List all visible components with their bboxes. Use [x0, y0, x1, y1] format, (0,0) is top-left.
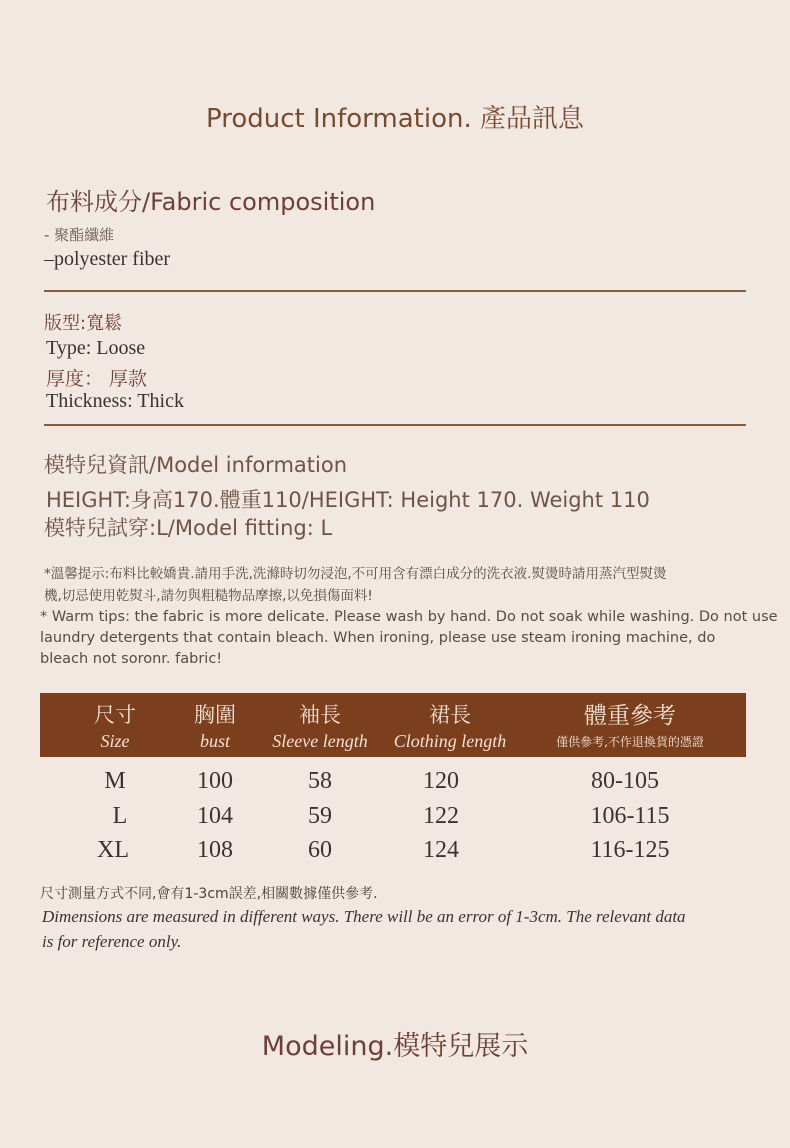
- cell-size: L: [112, 803, 128, 829]
- cell-weight: 116-125: [590, 837, 670, 863]
- fabric-section-title: 布料成分/Fabric composition: [46, 188, 376, 216]
- cell-size: XL: [97, 837, 129, 863]
- tips-en-line1: * Warm tips: the fabric is more delicate. Please wash by hand. Do not soak while washing. Do not use: [40, 609, 778, 625]
- cell-weight: 80-105: [591, 768, 659, 794]
- type-zh: 版型:寬鬆: [44, 313, 123, 334]
- divider: [44, 424, 746, 426]
- thickness-en: Thickness: Thick: [46, 390, 184, 412]
- measure-note-zh: 尺寸測量方式不同,會有1-3cm誤差,相關數據僅供參考.: [40, 886, 378, 902]
- cell-bust: 100: [197, 768, 233, 794]
- modeling-title: Modeling.模特兒展示: [261, 1031, 529, 1062]
- col-size-en: Size: [100, 731, 130, 751]
- cell-bust: 104: [197, 803, 233, 829]
- table-row: [40, 803, 746, 837]
- tips-en-line2: laundry detergents that contain bleach. When ironing, please use steam ironing machine, do: [40, 630, 716, 646]
- size-table-header: [40, 693, 746, 757]
- tips-en-line3: bleach not soronr. fabric!: [40, 651, 223, 667]
- col-size-zh: 尺寸: [94, 703, 136, 727]
- measure-note-en-line2: is for reference only.: [42, 932, 182, 951]
- cell-size: M: [104, 768, 126, 794]
- table-row: [40, 768, 746, 802]
- fabric-line-en: –polyester fiber: [44, 248, 171, 270]
- tips-zh-line2: 機,切忌使用乾熨斗,請勿與粗糙物品摩擦,以免損傷面料!: [44, 588, 373, 604]
- col-weight-zh: 體重參考: [584, 703, 676, 729]
- page-title: Product Information. 產品訊息: [205, 104, 585, 134]
- cell-weight: 106-115: [590, 803, 670, 829]
- col-bust-zh: 胸圍: [194, 703, 236, 727]
- measure-note-en-line1: Dimensions are measured in different ways. There will be an error of 1-3cm. The relevant data: [42, 907, 686, 926]
- cell-length: 122: [423, 803, 459, 829]
- col-length-zh: 裙長: [429, 703, 471, 727]
- model-fitting: 模特兒試穿:L/Model fitting: L: [44, 516, 333, 540]
- col-sleeve-zh: 袖長: [299, 703, 341, 727]
- cell-length: 124: [423, 837, 459, 863]
- cell-length: 120: [423, 768, 459, 794]
- col-length-en: Clothing length: [393, 731, 507, 751]
- model-height: HEIGHT:身高170.體重110/HEIGHT: Height 170. Weight 110: [46, 488, 650, 512]
- cell-sleeve: 60: [308, 837, 332, 863]
- cell-bust: 108: [197, 837, 233, 863]
- table-row: [40, 837, 746, 871]
- cell-sleeve: 58: [308, 768, 332, 794]
- tips-zh-line1: *溫馨提示:布料比較嬌貴.請用手洗,洗滌時切勿浸泡,不可用含有漂白成分的洗衣液.熨燙時請用蒸汽型熨燙: [44, 566, 667, 582]
- cell-sleeve: 59: [308, 803, 332, 829]
- col-weight-en: 僅供參考,不作退換貨的憑證: [556, 735, 704, 749]
- col-bust-en: bust: [199, 731, 230, 751]
- col-sleeve-en: Sleeve length: [272, 731, 368, 751]
- fabric-line-zh: - 聚酯纖維: [44, 226, 115, 244]
- divider: [44, 290, 746, 292]
- model-section-title: 模特兒資訊/Model information: [44, 453, 348, 477]
- thickness-zh: 厚度： 厚款: [46, 368, 148, 390]
- type-en: Type: Loose: [46, 337, 146, 359]
